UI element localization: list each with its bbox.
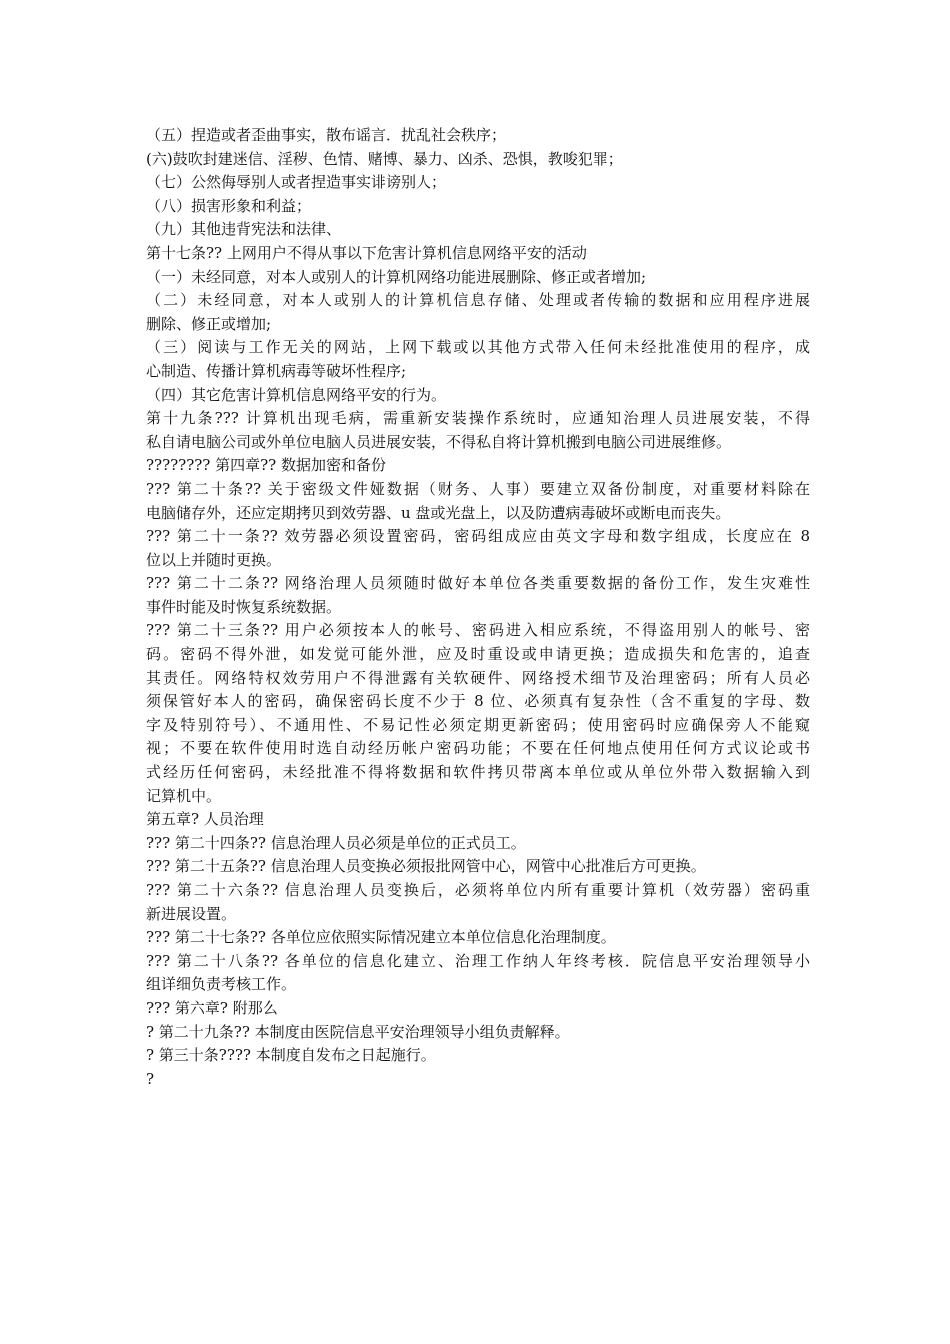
text-line: 视；不要在软件使用时选自动经历帐户密码功能；不要在任何地点使用任何方式议论或书 [146,739,810,758]
text-line: ??? 第二十八条?? 各单位的信息化建立、治理工作纳人年终考核．院信息平安治理领导小 [146,951,810,970]
text-line: 记算机中。 [146,786,222,805]
text-line: （四）其它危害计算机信息网络平安的行为。 [146,385,447,404]
text-line: ??? 第二十四条?? 信息治理人员必须是单位的正式员工。 [146,833,526,852]
text-line: 电脑储存外，还应定期拷贝到效劳器、u 盘或光盘上，以及防遭病毒破坏或断电而丧失。 [146,503,731,522]
text-line: （五）捏造或者歪曲事实，散布谣言．扰乱社会秩序； [146,126,507,144]
text-line: ??? 第二十三条?? 用户必须按本人的帐号、密码进入相应系统，不得盗用别人的帐号、密 [146,621,810,640]
text-line: （八）损害形象和利益； [146,196,312,215]
text-line: 位以上并随时更换。 [146,550,282,569]
text-line: 第五章? 人员治理 [146,810,264,829]
text-line: （三）阅读与工作无关的网站，上网下载或以其他方式带入任何未经批准使用的程序，成 [146,338,810,357]
text-line: 新进展设置。 [146,904,237,923]
text-line: （二）未经同意，对本人或别人的计算机信息存储、处理或者传输的数据和应用程序进展 [146,291,810,310]
text-line: 第十七条?? 上网用户不得从事以下危害计算机信息网络平安的活动 [146,243,587,262]
text-line: 组详细负责考核工作。 [146,975,297,994]
text-line: ??? 第二十七条?? 各单位应依照实际情况建立本单位信息化治理制度。 [146,928,616,947]
text-line: 心制造、传播计算机病毒等破坏性程序; [146,361,407,380]
text-line: （七）公然侮辱别人或者捏造事实诽谤别人； [146,173,447,192]
text-line: 私自请电脑公司或外单位电脑人员进展安装，不得私自将计算机搬到电脑公司进展维修。 [146,432,732,451]
text-line: 第十九条??? 计算机出现毛病，需重新安装操作系统时，应通知治理人员进展安装，不得 [146,409,810,428]
text-line: ??? 第六章? 附那么 [146,998,278,1017]
text-line: ? 第二十九条?? 本制度由医院信息平安治理领导小组负责解释。 [146,1022,570,1041]
text-line: 其责任。网络特权效劳用户不得泄露有关软硬件、网络授术细节及治理密码；所有人员必 [146,668,810,687]
text-line: 式经历任何密码，未经批准不得将数据和软件拷贝带离本单位或从单位外带入数据输入到 [146,763,810,782]
text-line: ??? 第二十条?? 关于密级文件娅数据（财务、人事）要建立双备份制度，对重要材料除在 [146,479,810,498]
text-line: 事件时能及时恢复系统数据。 [146,597,342,616]
text-line: ? 第三十条???? 本制度自发布之日起施行。 [146,1046,436,1065]
text-line: 须保管好本人的密码，确保密码长度不少于 8 位、必须真有复杂性（含不重复的字母、数 [146,692,810,711]
text-line: 删除、修正或增加; [146,314,272,333]
text-line: ???????? 第四章?? 数据加密和备份 [146,456,386,475]
text-line: 字及特别符号）、不通用性、不易记性必须定期更新密码；使用密码时应确保旁人不能窥 [146,715,810,734]
text-line: ??? 第二十一条?? 效劳器必须设置密码，密码组成应由英文字母和数字组成，长度应在 8 [146,527,810,546]
text-line: ??? 第二十五条?? 信息治理人员变换必须报批网管中心，网管中心批准后方可更换。 [146,857,706,876]
text-line: ??? 第二十六条?? 信息治理人员变换后，必须将单位内所有重要计算机（效劳器）密码重 [146,881,810,899]
text-line: ? [146,1069,155,1088]
text-line: （一）未经同意，对本人或别人的计算机网络功能进展删除、修正或者增加; [146,267,647,286]
text-line: ??? 第二十二条?? 网络治理人员须随时做好本单位各类重要数据的备份工作，发生灾难性 [146,574,810,593]
text-line: （九）其他违背宪法和法律、 [146,220,342,239]
document-body [146,124,810,1091]
text-line: 码。密码不得外泄，如发觉可能外泄，应及时重设或申请更换；造成损失和危害的，追查 [146,645,810,664]
text-line: (六)鼓吹封建迷信、淫秽、色情、赌博、暴力、凶杀、恐惧，教唆犯罪； [146,149,623,168]
